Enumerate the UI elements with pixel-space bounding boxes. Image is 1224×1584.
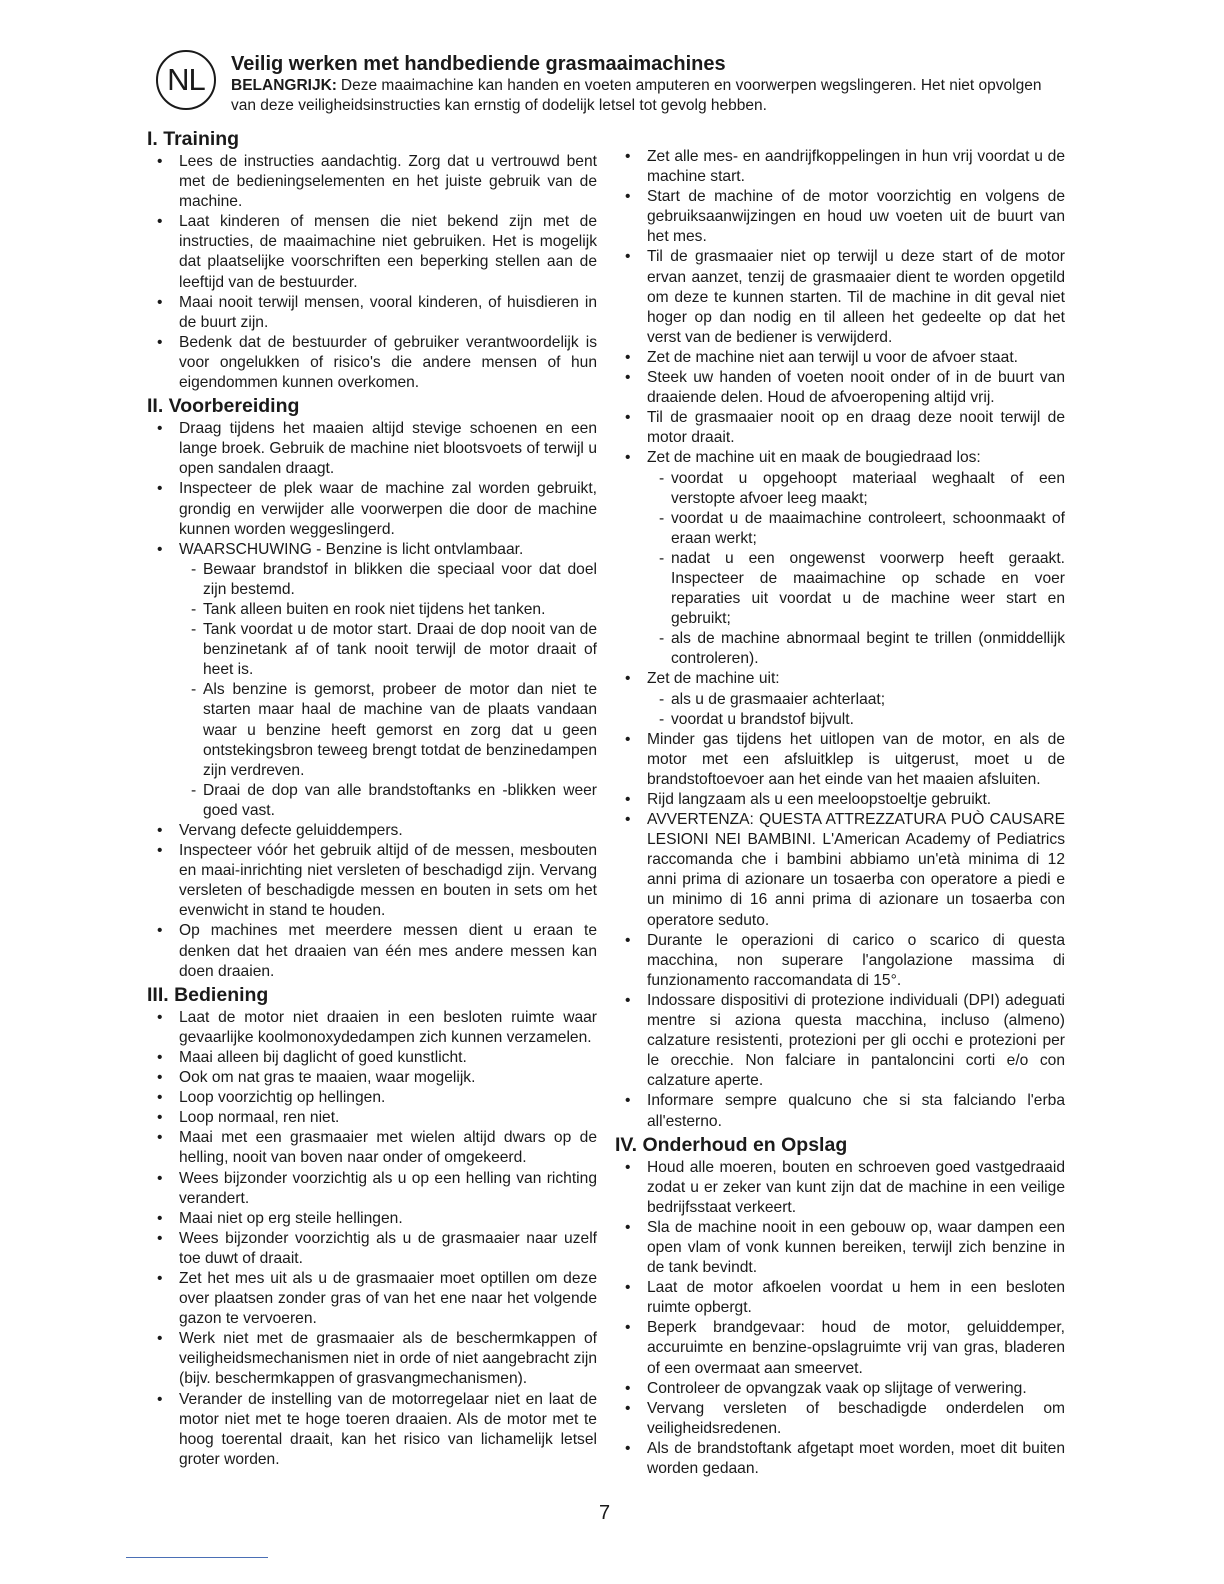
list-item: • Beperk brandgevaar: houd de motor, geluiddemper, accuruimte en benzine-opslagruimte vrij van gras, bladeren of een overmaat aan smeervet. [615, 1318, 1065, 1378]
list-item: • Maai alleen bij daglicht of goed kunstlicht. [147, 1048, 597, 1068]
list-item: • Ook om nat gras te maaien, waar mogelijk. [147, 1068, 597, 1088]
list-item: • Steek uw handen of voeten nooit onder of in de buurt van draaiende delen. Houd de afvoeropening altijd vrij. [615, 368, 1065, 408]
page-number: 7 [599, 1502, 611, 1524]
list-item: • AVVERTENZA: QUESTA ATTREZZATURA PUÒ CAUSARE LESIONI NEI BAMBINI. L'American Academy of Pediatrics raccomanda che i bambini abbiamo un'età minima di 12 anni prima di azionare un tosaerba con operatore a piedi e un minimo di 16 anni prima di azionare un tosaerba con operatore seduto. [615, 810, 1065, 931]
list-item: • Maai nooit terwijl mensen, vooral kinderen, of huisdieren in de buurt zijn. [147, 293, 597, 333]
preparation-list [147, 419, 597, 560]
list-item: • Draag tijdens het maaien altijd stevige schoenen en een lange broek. Gebruik de machine niet blootsvoets of terwijl u open sandalen draagt. [147, 419, 597, 479]
intro-lead: BELANGRIJK: [231, 77, 337, 94]
section-preparation-title: II. Voorbereiding [147, 395, 300, 418]
list-item: • Werk niet met de grasmaaier als de beschermkappen of veiligheidsmechanismen niet in orde of niet aangebracht zijn (bijv. beschermkappen of grasvangmechanismen). [147, 1329, 597, 1389]
list-item: • Zet de machine uit en maak de bougiedraad los: [615, 448, 1065, 468]
list-item: • Informare sempre qualcuno che si sta falciando l'erba all'esterno. [615, 1091, 1065, 1131]
list-item: • Rijd langzaam als u een meeloopstoeltje gebruikt. [615, 790, 1065, 810]
page-title: Veilig werken met handbediende grasmaaimachines [231, 53, 726, 75]
list-item: • Bedenk dat de bestuurder of gebruiker verantwoordelijk is voor ongelukken of risico's die andere mensen of hun eigendommen kunnen overkomen. [147, 333, 597, 393]
list-item: • Als de brandstoftank afgetapt moet worden, moet dit buiten worden gedaan. [615, 1439, 1065, 1479]
sub-item: - Als benzine is gemorst, probeer de motor dan niet te starten maar haal de machine van de plaats vandaan waar u benzine heeft gemorst en zorg dat u geen ontstekingsbron teweeg brengt totdat de benzinedampen zijn verdreven. [185, 680, 597, 780]
sub-item: - Draai de dop van alle brandstoftanks en -blikken weer goed vast. [185, 781, 597, 821]
sub-item: - voordat u opgehoopt materiaal weghaalt of een verstopte afvoer leeg maakt; [653, 469, 1065, 509]
list-item: • Maai niet op erg steile hellingen. [147, 1209, 597, 1229]
section-training-title: I. Training [147, 128, 240, 150]
list-item: • Op machines met meerdere messen dient u eraan te denken dat het draaien van één mes andere messen kan doen draaien. [147, 921, 597, 981]
list-item: • Houd alle moeren, bouten en schroeven goed vastgedraaid zodat u er zeker van kunt zijn dat de machine in een veilige bedrijfsstaat verkeert. [615, 1158, 1065, 1218]
section-maintenance-title: IV. Onderhoud en Opslag [615, 1133, 848, 1156]
intro-paragraph [231, 76, 1061, 116]
list-item: • Zet het mes uit als u de grasmaaier moet optillen om deze over plaatsen zonder gras of van het ene naar het volgende gazon te vervoeren. [147, 1269, 597, 1329]
list-item: • Durante le operazioni di carico o scarico di questa macchina, non superare l'angolazione massima di funzionamento raccomandata di 15°. [615, 931, 1065, 991]
list-item: • Indossare dispositivi di protezione individuali (DPI) adeguati mentre si aziona questa macchina, incluso (almeno) calzature resistenti, protezioni per gli occhi e protezioni per le orecchie. Non falciare in pantaloncini corti e/o con calzature aperte. [615, 991, 1065, 1091]
list-item: • Laat de motor niet draaien in een besloten ruimte waar gevaarlijke koolmonoxydedampen zich kunnen verzamelen. [147, 1008, 597, 1048]
intro-text: Deze maaimachine kan handen en voeten amputeren en voorwerpen wegslingeren. Het niet opvolgen van deze veiligheidsinstructies kan ernstig of dodelijk letsel tot gevolg hebben. [231, 77, 1042, 114]
list-item: • Sla de machine nooit in een gebouw op, waar dampen een open vlam of vonk kunnen bereiken, terwijl zich benzine in de tank bevindt. [615, 1218, 1065, 1278]
sub-item: - voordat u de maaimachine controleert, schoonmaakt of eraan werkt; [653, 509, 1065, 549]
operation-list-final [615, 730, 1065, 1132]
sub-item: - Tank alleen buiten en rook niet tijdens het tanken. [185, 600, 597, 620]
stop-machine-sublist [647, 690, 1065, 730]
training-list [147, 152, 597, 393]
list-item: • WAARSCHUWING - Benzine is licht ontvlambaar. [147, 540, 597, 560]
list-item: • Zet de machine niet aan terwijl u voor de afvoer staat. [615, 348, 1065, 368]
sub-item: - nadat u een ongewenst voorwerp heeft geraakt. Inspecteer de maaimachine op schade en voer reparaties uit voordat u de machine weer start en gebruikt; [653, 549, 1065, 629]
language-badge-nl: NL [156, 50, 216, 110]
spark-plug-sublist [647, 469, 1065, 670]
list-item: • Loop normaal, ren niet. [147, 1108, 597, 1128]
list-item: • Inspecteer vóór het gebruik altijd of de messen, mesbouten en maai-inrichting niet versleten of beschadigd zijn. Vervang versleten of beschadigde messen en bouten in sets om het evenwicht in stand te houden. [147, 841, 597, 921]
list-item: • Loop voorzichtig op hellingen. [147, 1088, 597, 1108]
fuel-warning-sublist [179, 560, 597, 821]
list-item: • Controleer de opvangzak vaak op slijtage of verwering. [615, 1379, 1065, 1399]
list-item: • Vervang versleten of beschadigde onderdelen om veiligheidsredenen. [615, 1399, 1065, 1439]
list-item: • Minder gas tijdens het uitlopen van de motor, en als de motor met een afsluitklep is uitgerust, moet u de brandstoftoevoer aan het einde van het maaien afsluiten. [615, 730, 1065, 790]
operation-list-continued [615, 147, 1065, 469]
list-item: • Zet alle mes- en aandrijfkoppelingen in hun vrij voordat u de machine start. [615, 147, 1065, 187]
operation-list [147, 1008, 597, 1470]
list-item: • Laat kinderen of mensen die niet bekend zijn met de instructies, de maaimachine niet gebruiken. Het is mogelijk dat plaatselijke voorschriften een beperking stellen aan de leeftijd van de bestuurder. [147, 212, 597, 292]
left-column [147, 127, 597, 1470]
list-item: • Til de grasmaaier nooit op en draag deze nooit terwijl de motor draait. [615, 408, 1065, 448]
page-header [231, 52, 1061, 116]
list-item: • Wees bijzonder voorzichtig als u de grasmaaier naar uzelf toe duwt of draait. [147, 1229, 597, 1269]
maintenance-list [615, 1158, 1065, 1480]
sub-item: - Tank voordat u de motor start. Draai de dop nooit van de benzinetank af of tank nooit terwijl de motor draait of heet is. [185, 620, 597, 680]
section-operation-title: III. Bediening [147, 983, 269, 1006]
list-item: • Zet de machine uit: [615, 669, 1065, 689]
sub-item: - als u de grasmaaier achterlaat; [653, 690, 1065, 710]
right-column [615, 147, 1065, 1479]
list-item: • Lees de instructies aandachtig. Zorg dat u vertrouwd bent met de bedieningselementen en het juiste gebruik van de machine. [147, 152, 597, 212]
list-item: • Inspecteer de plek waar de machine zal worden gebruikt, grondig en verwijder alle voorwerpen die door de machine kunnen worden weggeslingerd. [147, 479, 597, 539]
list-item: • Vervang defecte geluiddempers. [147, 821, 597, 841]
stop-machine-list [615, 669, 1065, 689]
preparation-list-continued [147, 821, 597, 982]
list-item: • Start de machine of de motor voorzichtig en volgens de gebruiksaanwijzingen en houd uw voeten uit de buurt van het mes. [615, 187, 1065, 247]
sub-item: - Bewaar brandstof in blikken die speciaal voor dat doel zijn bestemd. [185, 560, 597, 600]
sub-item: - voordat u brandstof bijvult. [653, 710, 1065, 730]
list-item: • Laat de motor afkoelen voordat u hem in een besloten ruimte opbergt. [615, 1278, 1065, 1318]
footer-rule [126, 1557, 268, 1558]
list-item: • Wees bijzonder voorzichtig als u op een helling van richting verandert. [147, 1169, 597, 1209]
sub-item: - als de machine abnormaal begint te trillen (onmiddellijk controleren). [653, 629, 1065, 669]
list-item: • Verander de instelling van de motorregelaar niet en laat de motor niet met te hoge toeren draaien. Als de motor met te hoog toerental draait, kan het risico van lichamelijk letsel groter worden. [147, 1390, 597, 1470]
list-item: • Maai met een grasmaaier met wielen altijd dwars op de helling, nooit van boven naar onder of omgekeerd. [147, 1128, 597, 1168]
list-item: • Til de grasmaaier niet op terwijl u deze start of de motor ervan aanzet, tenzij de grasmaaier dient te worden opgetild om deze te kunnen starten. Til de machine in dit geval niet hoger op dan nodig en til alleen het gedeelte op dat het verst van de bediener is verwijderd. [615, 247, 1065, 347]
